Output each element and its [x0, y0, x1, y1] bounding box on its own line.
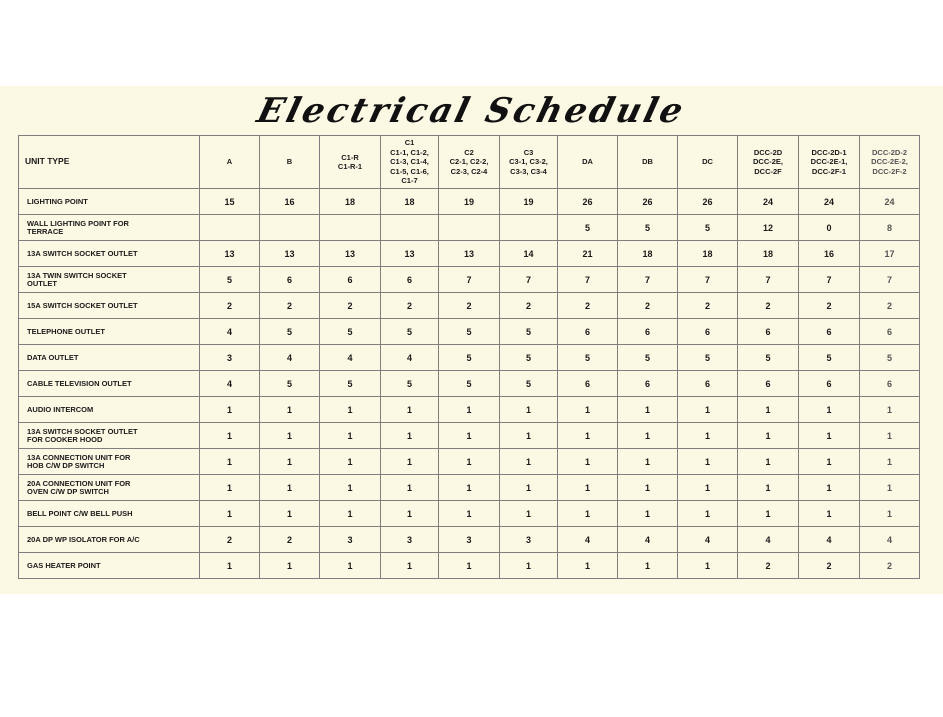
table-cell: 5 [260, 371, 320, 397]
column-header-line: DCC-2F-2 [872, 166, 907, 176]
table-cell: 1 [558, 475, 618, 501]
table-cell: 1 [381, 475, 439, 501]
table-cell: 1 [381, 449, 439, 475]
table-cell: 5 [738, 345, 799, 371]
table-cell: 1 [558, 553, 618, 579]
table-cell: 1 [439, 449, 500, 475]
row-label [19, 189, 200, 215]
table-cell: 1 [678, 553, 738, 579]
table-row [19, 215, 920, 241]
unit-type-header: UNIT TYPE [19, 136, 200, 189]
row-label [19, 501, 200, 527]
table-cell: 6 [320, 267, 381, 293]
column-header-line: C1-R-1 [337, 162, 363, 171]
table-cell: 1 [678, 397, 738, 423]
table-cell: 4 [799, 527, 860, 553]
table-cell: 2 [439, 293, 500, 319]
table-cell: 8 [860, 215, 920, 241]
column-header-line: DB [642, 157, 653, 167]
schedule-sheet [0, 86, 943, 594]
table-cell: 16 [799, 241, 860, 267]
table-cell: 1 [678, 475, 738, 501]
column-header-line: C2-1, C2-2, [449, 157, 489, 167]
row-label-line: FOR COOKER HOOD [27, 434, 103, 444]
table-cell: 19 [500, 189, 558, 215]
table-cell: 2 [618, 293, 678, 319]
table-cell: 1 [200, 423, 260, 449]
table-cell: 1 [558, 423, 618, 449]
column-header-line: DCC-2F [754, 166, 782, 176]
table-cell: 5 [618, 345, 678, 371]
table-cell: 1 [860, 501, 920, 527]
table-cell: 7 [558, 267, 618, 293]
table-cell: 12 [738, 215, 799, 241]
table-cell: 2 [738, 553, 799, 579]
table-cell: 4 [678, 527, 738, 553]
table-cell: 2 [200, 293, 260, 319]
table-cell [260, 215, 320, 241]
table-cell: 1 [500, 475, 558, 501]
table-cell: 24 [860, 189, 920, 215]
row-label [19, 475, 200, 501]
table-cell: 1 [320, 501, 381, 527]
table-cell: 1 [260, 397, 320, 423]
table-cell: 6 [738, 319, 799, 345]
table-cell: 2 [860, 553, 920, 579]
table-cell: 5 [558, 215, 618, 241]
table-cell: 1 [799, 397, 860, 423]
table-row [19, 527, 920, 553]
table-cell: 4 [738, 527, 799, 553]
table-row [19, 267, 920, 293]
row-label-line: TERRACE [27, 226, 64, 236]
row-label-line: WALL LIGHTING POINT FOR [27, 218, 129, 228]
table-cell: 6 [678, 371, 738, 397]
table-cell: 1 [618, 449, 678, 475]
table-cell: 1 [738, 449, 799, 475]
table-cell: 2 [860, 293, 920, 319]
table-cell: 1 [439, 475, 500, 501]
table-row [19, 449, 920, 475]
row-label-line: GAS HEATER POINT [27, 560, 101, 570]
row-label-line: 13A SWITCH SOCKET OUTLET [27, 248, 138, 258]
table-cell: 3 [439, 527, 500, 553]
table-cell: 1 [320, 449, 381, 475]
table-cell: 5 [500, 319, 558, 345]
table-cell: 6 [260, 267, 320, 293]
table-cell: 6 [558, 371, 618, 397]
row-label-line: DATA OUTLET [27, 352, 79, 362]
table-cell: 26 [618, 189, 678, 215]
table-cell: 1 [439, 397, 500, 423]
table-cell: 1 [500, 501, 558, 527]
table-cell: 0 [799, 215, 860, 241]
table-cell: 1 [200, 553, 260, 579]
table-cell: 6 [738, 371, 799, 397]
table-cell: 4 [260, 345, 320, 371]
table-cell: 16 [260, 189, 320, 215]
table-cell: 6 [618, 371, 678, 397]
table-cell [500, 215, 558, 241]
table-cell: 1 [260, 553, 320, 579]
column-header [860, 136, 920, 189]
table-cell: 13 [439, 241, 500, 267]
column-header [799, 136, 860, 189]
table-cell: 5 [860, 345, 920, 371]
row-label [19, 241, 200, 267]
table-cell: 1 [738, 501, 799, 527]
table-cell: 26 [678, 189, 738, 215]
table-cell: 1 [320, 553, 381, 579]
row-label [19, 371, 200, 397]
table-cell: 3 [500, 527, 558, 553]
electrical-schedule-table [18, 135, 920, 579]
table-cell: 1 [320, 397, 381, 423]
column-header-line: DCC-2E-1, [810, 157, 848, 167]
table-row [19, 475, 920, 501]
table-cell: 2 [799, 553, 860, 579]
table-cell: 1 [860, 397, 920, 423]
table-cell: 1 [558, 397, 618, 423]
table-cell: 1 [260, 423, 320, 449]
table-cell: 5 [439, 319, 500, 345]
table-cell: 1 [738, 475, 799, 501]
table-cell: 1 [618, 423, 678, 449]
table-cell: 5 [678, 215, 738, 241]
table-row [19, 319, 920, 345]
column-header-line: C3-1, C3-2, [509, 157, 548, 167]
table-cell: 13 [381, 241, 439, 267]
table-row [19, 241, 920, 267]
table-cell: 1 [320, 423, 381, 449]
table-cell: 17 [860, 241, 920, 267]
table-row [19, 371, 920, 397]
table-cell: 2 [320, 293, 381, 319]
table-cell: 1 [500, 423, 558, 449]
table-cell: 2 [799, 293, 860, 319]
table-cell: 1 [799, 501, 860, 527]
table-cell: 7 [860, 267, 920, 293]
column-header [678, 136, 738, 189]
table-cell: 1 [618, 501, 678, 527]
table-cell: 1 [200, 397, 260, 423]
table-cell: 1 [860, 449, 920, 475]
table-cell [200, 215, 260, 241]
table-cell: 1 [860, 475, 920, 501]
row-label-line: LIGHTING POINT [27, 196, 88, 206]
table-cell: 1 [860, 423, 920, 449]
row-label-line: HOB C/W DP SWITCH [27, 460, 105, 470]
column-header-line: C1-3, C1-4, [390, 157, 429, 167]
column-header [500, 136, 558, 189]
table-cell: 1 [799, 423, 860, 449]
table-cell: 4 [558, 527, 618, 553]
table-cell: 2 [200, 527, 260, 553]
table-cell: 4 [200, 319, 260, 345]
table-cell: 1 [260, 501, 320, 527]
row-label-line: 13A TWIN SWITCH SOCKET [27, 270, 127, 280]
row-label [19, 423, 200, 449]
table-cell: 5 [381, 371, 439, 397]
table-cell: 5 [500, 345, 558, 371]
table-row [19, 553, 920, 579]
table-cell: 1 [260, 449, 320, 475]
table-cell: 2 [500, 293, 558, 319]
row-label-line: 13A CONNECTION UNIT FOR [27, 452, 131, 462]
table-cell: 6 [799, 319, 860, 345]
row-label [19, 215, 200, 241]
column-header-line: C1-R [341, 152, 359, 162]
row-label-line: 20A DP WP ISOLATOR FOR A/C [27, 534, 140, 544]
table-cell: 5 [439, 345, 500, 371]
table-cell: 18 [320, 189, 381, 215]
table-cell: 7 [439, 267, 500, 293]
table-cell: 1 [200, 449, 260, 475]
column-header-line: C1-5, C1-6, [390, 166, 429, 176]
table-cell: 3 [200, 345, 260, 371]
row-label-line: OVEN C/W DP SWITCH [27, 486, 109, 496]
column-header [439, 136, 500, 189]
column-header [558, 136, 618, 189]
table-cell: 2 [678, 293, 738, 319]
column-header-line: DCC-2D-1 [811, 147, 847, 157]
table-row [19, 501, 920, 527]
table-row [19, 397, 920, 423]
column-header-line: DCC-2F-1 [811, 166, 847, 176]
column-header-line: DCC-2E-2, [871, 157, 908, 167]
row-label [19, 267, 200, 293]
column-header [260, 136, 320, 189]
column-header-line: DCC-2E, [752, 157, 783, 167]
table-cell: 1 [678, 501, 738, 527]
row-label [19, 293, 200, 319]
table-cell: 7 [738, 267, 799, 293]
column-header-line: DC [702, 157, 713, 167]
table-cell: 5 [500, 371, 558, 397]
table-cell: 2 [260, 293, 320, 319]
table-cell: 2 [381, 293, 439, 319]
table-cell: 7 [500, 267, 558, 293]
column-header-line: DCC-2D [753, 147, 783, 157]
table-cell: 1 [381, 553, 439, 579]
table-cell: 18 [618, 241, 678, 267]
table-cell: 13 [260, 241, 320, 267]
table-cell: 1 [439, 501, 500, 527]
table-cell: 4 [618, 527, 678, 553]
column-header-line: A [226, 157, 233, 167]
table-row [19, 345, 920, 371]
table-cell: 1 [381, 423, 439, 449]
table-cell: 15 [200, 189, 260, 215]
table-cell: 1 [738, 397, 799, 423]
column-header-line: DCC-2D-2 [871, 147, 907, 157]
table-cell: 1 [200, 501, 260, 527]
table-cell: 6 [618, 319, 678, 345]
table-cell: 1 [738, 423, 799, 449]
table-cell: 1 [260, 475, 320, 501]
table-cell: 24 [738, 189, 799, 215]
row-label-line: 15A SWITCH SOCKET OUTLET [27, 300, 138, 310]
table-cell: 18 [678, 241, 738, 267]
column-header-line: C2 [464, 147, 474, 157]
table-cell: 1 [320, 475, 381, 501]
row-label-line: TELEPHONE OUTLET [27, 326, 105, 336]
table-cell: 1 [678, 449, 738, 475]
table-cell: 6 [860, 319, 920, 345]
table-cell: 1 [618, 475, 678, 501]
table-cell: 6 [678, 319, 738, 345]
row-label [19, 527, 200, 553]
table-cell [320, 215, 381, 241]
table-cell: 7 [678, 267, 738, 293]
table-cell: 7 [799, 267, 860, 293]
column-header [618, 136, 678, 189]
column-header-line: C1-1, C1-2, [390, 147, 429, 157]
table-cell: 5 [618, 215, 678, 241]
table-cell: 2 [260, 527, 320, 553]
table-cell: 3 [381, 527, 439, 553]
table-cell: 14 [500, 241, 558, 267]
table-cell: 5 [558, 345, 618, 371]
table-row [19, 293, 920, 319]
table-cell: 7 [618, 267, 678, 293]
table-cell: 3 [320, 527, 381, 553]
column-header-line: B [286, 157, 293, 167]
column-header [738, 136, 799, 189]
header-row [19, 136, 920, 189]
table-cell: 4 [381, 345, 439, 371]
table-cell: 1 [618, 397, 678, 423]
table-cell: 13 [320, 241, 381, 267]
table-cell: 19 [439, 189, 500, 215]
table-cell: 1 [678, 423, 738, 449]
row-label-line: BELL POINT C/W BELL PUSH [27, 508, 133, 518]
table-cell: 1 [381, 501, 439, 527]
column-header [200, 136, 260, 189]
table-cell: 1 [618, 553, 678, 579]
table-cell: 5 [381, 319, 439, 345]
column-header-line: C3 [523, 147, 534, 157]
row-label [19, 553, 200, 579]
table-cell: 1 [558, 449, 618, 475]
row-label [19, 345, 200, 371]
schedule-title: Electrical Schedule [253, 91, 690, 131]
table-cell: 13 [200, 241, 260, 267]
table-row [19, 423, 920, 449]
table-cell: 5 [320, 319, 381, 345]
column-header-line: C2-3, C2-4 [450, 166, 488, 176]
table-cell: 6 [860, 371, 920, 397]
row-label-line: 20A CONNECTION UNIT FOR [27, 478, 131, 488]
column-header-line: C1 [404, 138, 415, 148]
table-cell: 1 [500, 397, 558, 423]
table-cell: 4 [320, 345, 381, 371]
table-cell: 1 [439, 423, 500, 449]
table-cell: 5 [678, 345, 738, 371]
row-label-line: OUTLET [27, 278, 57, 288]
column-header-line: C3-3, C3-4 [510, 166, 547, 176]
table-row [19, 189, 920, 215]
row-label-line: AUDIO INTERCOM [27, 404, 94, 414]
table-cell: 26 [558, 189, 618, 215]
table-cell: 1 [500, 553, 558, 579]
table-cell: 2 [558, 293, 618, 319]
table-cell: 5 [200, 267, 260, 293]
table-cell: 2 [738, 293, 799, 319]
column-header [381, 136, 439, 189]
column-header-line: DA [582, 157, 593, 167]
row-label-line: CABLE TELEVISION OUTLET [27, 378, 132, 388]
table-cell: 5 [260, 319, 320, 345]
table-cell: 1 [200, 475, 260, 501]
table-cell: 6 [558, 319, 618, 345]
table-cell: 1 [558, 501, 618, 527]
table-cell: 4 [200, 371, 260, 397]
table-cell [381, 215, 439, 241]
table-cell: 5 [799, 345, 860, 371]
column-header-line: C1-7 [401, 176, 418, 186]
table-cell: 4 [860, 527, 920, 553]
table-cell: 21 [558, 241, 618, 267]
table-cell: 5 [439, 371, 500, 397]
table-cell: 18 [738, 241, 799, 267]
table-cell: 1 [799, 475, 860, 501]
table-cell: 18 [381, 189, 439, 215]
row-label-line: 13A SWITCH SOCKET OUTLET [27, 426, 138, 436]
table-cell: 1 [500, 449, 558, 475]
table-cell: 1 [381, 397, 439, 423]
row-label [19, 319, 200, 345]
table-cell: 24 [799, 189, 860, 215]
row-label [19, 397, 200, 423]
column-header [320, 136, 381, 189]
row-label [19, 449, 200, 475]
table-cell: 5 [320, 371, 381, 397]
table-cell: 6 [381, 267, 439, 293]
table-cell: 6 [799, 371, 860, 397]
table-cell [439, 215, 500, 241]
table-cell: 1 [439, 553, 500, 579]
table-cell: 1 [799, 449, 860, 475]
